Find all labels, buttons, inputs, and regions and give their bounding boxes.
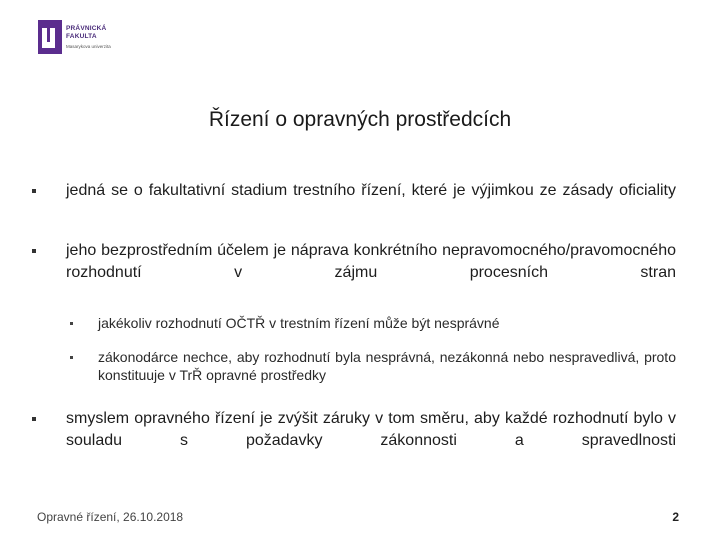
bullet-text: smyslem opravného řízení je zvýšit záruky v tom směru, aby každé rozhodnutí bylo v souladu s požadavky zákonnosti a spravedlnosti <box>66 410 676 449</box>
bullet-square-icon <box>32 417 36 421</box>
bullet-item <box>30 408 676 474</box>
bullet-item <box>30 240 676 306</box>
footer-text: Opravné řízení, 26.10.2018 <box>37 510 184 524</box>
logo-text <box>66 25 111 50</box>
sub-bullet-square-icon <box>70 356 73 359</box>
sub-bullet-square-icon <box>70 322 73 325</box>
logo-line-1: PRÁVNICKÁ <box>66 25 107 32</box>
sub-bullet-item <box>30 348 676 384</box>
logo-line-2: FAKULTA <box>66 33 97 40</box>
sub-bullet-text: jakékoliv rozhodnutí OČTŘ v trestním řízení může být nesprávné <box>98 315 500 331</box>
logo-line-3: Masarykova univerzita <box>66 44 111 49</box>
sub-bullet-item <box>30 314 676 332</box>
bullet-text: jedná se o fakultativní stadium trestního řízení, které je výjimkou ze zásady oficiality <box>66 182 676 199</box>
slide-title: Řízení o opravných prostředcích <box>208 108 512 131</box>
page-number: 2 <box>672 510 679 524</box>
bullet-item <box>30 180 676 224</box>
bullet-text: jeho bezprostředním účelem je náprava konkrétního nepravomocného/pravomocného rozhodnutí v zájmu procesních stran <box>66 242 676 281</box>
bullet-square-icon <box>32 189 36 193</box>
sub-bullet-text: zákonodárce nechce, aby rozhodnutí byla nesprávná, nezákonná nebo nespravedlivá, proto konstituuje v TrŘ opravné prostředky <box>98 349 676 383</box>
slide-content <box>30 180 676 474</box>
bullet-square-icon <box>32 249 36 253</box>
faculty-logo-icon <box>38 20 62 54</box>
faculty-logo <box>38 20 111 54</box>
